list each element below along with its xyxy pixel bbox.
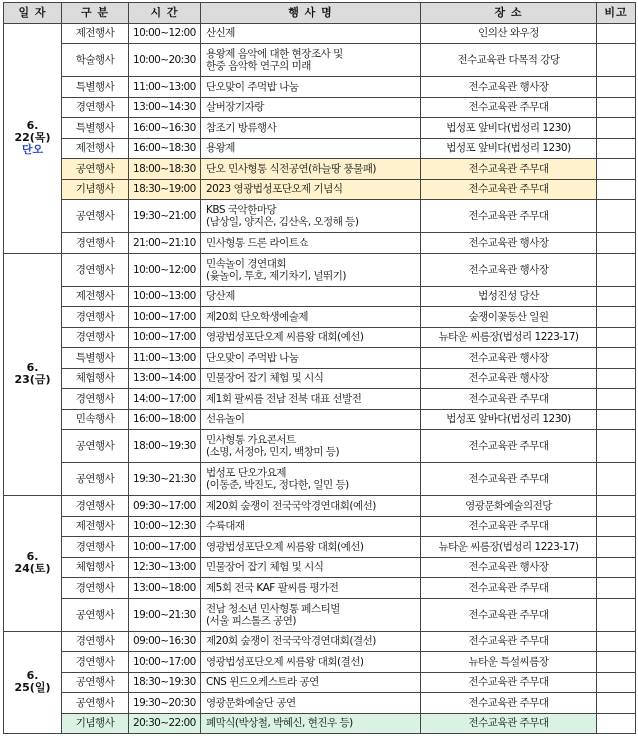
event-name: 제20회 숲쟁이 전국국악경연대회(결선) — [206, 635, 376, 648]
note-cell — [597, 652, 636, 673]
event-name-detail: 한중 음악학 연구의 미래 — [206, 60, 311, 72]
date-label: 6. 23(금) — [14, 361, 51, 387]
event-name-cell — [201, 430, 421, 463]
event-place-cell: 전수교육관 행사장 — [421, 348, 597, 369]
date-cell — [4, 631, 62, 734]
table-row — [4, 253, 636, 286]
note-cell — [597, 693, 636, 714]
date-label: 6. 24(토) — [14, 550, 51, 576]
event-place-cell: 전수교육관 행사장 — [421, 253, 597, 286]
table-row — [4, 537, 636, 558]
event-name-cell — [201, 253, 421, 286]
note-cell — [597, 713, 636, 734]
event-place-cell: 전수교육관 행사장 — [421, 77, 597, 98]
event-place-cell: 법성포 앞바다(법성리 1230) — [421, 409, 597, 430]
holiday-label: 단오 — [21, 143, 44, 156]
note-cell — [597, 463, 636, 496]
table-row — [4, 77, 636, 98]
event-name-cell — [201, 496, 421, 517]
event-time-cell: 18:00~18:30 — [129, 159, 201, 180]
event-type-cell: 경연행사 — [62, 537, 129, 558]
table-row — [4, 557, 636, 578]
event-name: 용왕제 — [206, 142, 235, 155]
event-type-cell: 공연행사 — [62, 159, 129, 180]
table-row — [4, 368, 636, 389]
table-row — [4, 652, 636, 673]
event-name: 폐막식(박상철, 박혜신, 현진우 등) — [206, 717, 353, 730]
event-name: 영광문화예술단 공연 — [206, 696, 296, 709]
event-time-cell: 09:00~16:30 — [129, 631, 201, 652]
table-row — [4, 713, 636, 734]
note-cell — [597, 23, 636, 44]
event-name-detail: (소명, 서정아, 민지, 백창미 등) — [206, 446, 340, 458]
event-name: 단오 민사형통 식전공연(하늘땅 풍물패) — [206, 162, 376, 175]
event-name-cell — [201, 159, 421, 180]
event-type-cell: 공연행사 — [62, 598, 129, 631]
event-type-cell: 경연행사 — [62, 496, 129, 517]
event-name-cell — [201, 233, 421, 254]
schedule-table — [3, 2, 636, 734]
event-name: 민속놀이 경연대회 — [206, 257, 286, 270]
event-type-cell: 기념행사 — [62, 713, 129, 734]
event-name-detail: (윷놀이, 투호, 제기차기, 널뛰기) — [206, 269, 346, 282]
note-cell — [597, 118, 636, 139]
header-note: 비고 — [597, 3, 636, 24]
event-name: 전남 청소년 민사형통 페스티벌 — [206, 602, 340, 615]
note-cell — [597, 159, 636, 180]
note-cell — [597, 430, 636, 463]
event-name: 영광법성포단오제 씨름왕 대회(결선) — [206, 655, 364, 668]
event-name: 산신제 — [206, 27, 235, 40]
event-time-cell: 16:00~16:30 — [129, 118, 201, 139]
event-type-cell: 경연행사 — [62, 389, 129, 410]
note-cell — [597, 77, 636, 98]
event-place-cell: 전수교육관 행사장 — [421, 557, 597, 578]
event-place-cell: 전수교육관 행사장 — [421, 233, 597, 254]
table-row — [4, 693, 636, 714]
event-type-cell: 공연행사 — [62, 463, 129, 496]
note-cell — [597, 348, 636, 369]
event-type-cell: 특별행사 — [62, 77, 129, 98]
event-place-cell: 전수교육관 다목적 강당 — [421, 44, 597, 77]
event-time-cell: 16:00~18:00 — [129, 409, 201, 430]
note-cell — [597, 672, 636, 693]
event-place-cell: 뉴타운 특설씨름장 — [421, 652, 597, 673]
event-place-cell: 전수교육관 주무대 — [421, 598, 597, 631]
event-time-cell: 18:30~19:00 — [129, 179, 201, 200]
table-row — [4, 409, 636, 430]
event-type-cell: 경연행사 — [62, 233, 129, 254]
note-cell — [597, 578, 636, 599]
table-row — [4, 118, 636, 139]
note-cell — [597, 286, 636, 307]
note-cell — [597, 389, 636, 410]
event-time-cell: 19:30~21:30 — [129, 463, 201, 496]
event-type-cell: 공연행사 — [62, 693, 129, 714]
event-type-cell: 경연행사 — [62, 253, 129, 286]
date-cell — [4, 253, 62, 496]
event-name-cell — [201, 97, 421, 118]
table-row — [4, 233, 636, 254]
table-row — [4, 23, 636, 44]
table-row — [4, 327, 636, 348]
event-name-cell — [201, 327, 421, 348]
event-time-cell: 20:30~22:00 — [129, 713, 201, 734]
table-row — [4, 430, 636, 463]
event-time-cell: 10:00~12:00 — [129, 23, 201, 44]
table-row — [4, 286, 636, 307]
note-cell — [597, 253, 636, 286]
table-row — [4, 44, 636, 77]
event-name: 2023 영광법성포단오제 기념식 — [206, 183, 343, 196]
date-cell — [4, 496, 62, 632]
note-cell — [597, 327, 636, 348]
event-time-cell: 10:00~20:30 — [129, 44, 201, 77]
event-name-cell — [201, 348, 421, 369]
event-time-cell: 10:00~13:00 — [129, 286, 201, 307]
event-name-cell — [201, 652, 421, 673]
event-name: 민물장어 잡기 체험 및 시식 — [206, 372, 324, 385]
event-place-cell: 전수교육관 주무대 — [421, 200, 597, 233]
event-name-cell — [201, 77, 421, 98]
event-name-cell — [201, 537, 421, 558]
event-name-cell — [201, 713, 421, 734]
table-row — [4, 516, 636, 537]
event-name: 영광법성포단오제 씨름왕 대회(예선) — [206, 331, 364, 344]
table-row — [4, 179, 636, 200]
event-place-cell: 전수교육관 주무대 — [421, 463, 597, 496]
event-place-cell: 숲쟁이꽃동산 일원 — [421, 307, 597, 328]
event-time-cell: 13:00~18:00 — [129, 578, 201, 599]
event-name-cell — [201, 118, 421, 139]
event-name: 용왕제 음악에 대한 현장조사 및 — [206, 48, 343, 60]
event-place-cell: 전수교육관 주무대 — [421, 578, 597, 599]
event-time-cell: 19:00~21:30 — [129, 598, 201, 631]
event-place-cell: 전수교육관 주무대 — [421, 693, 597, 714]
table-row — [4, 496, 636, 517]
event-type-cell: 경연행사 — [62, 652, 129, 673]
header-date: 일 자 — [4, 3, 62, 24]
event-type-cell: 제전행사 — [62, 516, 129, 537]
event-name: 단오맞이 주먹밥 나눔 — [206, 351, 299, 364]
note-cell — [597, 631, 636, 652]
event-place-cell: 뉴타운 씨름장(법성리 1223-17) — [421, 327, 597, 348]
event-place-cell: 인의산 와우정 — [421, 23, 597, 44]
event-name-cell — [201, 307, 421, 328]
event-name-cell — [201, 598, 421, 631]
event-place-cell: 전수교육관 주무대 — [421, 179, 597, 200]
event-name-detail: (서울 피스톨즈 공연) — [206, 614, 297, 627]
event-type-cell: 특별행사 — [62, 118, 129, 139]
event-type-cell: 경연행사 — [62, 578, 129, 599]
event-time-cell: 16:00~18:30 — [129, 138, 201, 159]
note-cell — [597, 557, 636, 578]
event-type-cell: 민속행사 — [62, 409, 129, 430]
table-row — [4, 598, 636, 631]
event-type-cell: 경연행사 — [62, 97, 129, 118]
event-name: 살버장기자랑 — [206, 101, 264, 114]
event-type-cell: 경연행사 — [62, 307, 129, 328]
note-cell — [597, 233, 636, 254]
event-place-cell: 영광문화예술의전당 — [421, 496, 597, 517]
event-name: 영광법성포단오제 씨름왕 대회(예선) — [206, 540, 364, 553]
event-type-cell: 경연행사 — [62, 631, 129, 652]
event-time-cell: 10:00~17:00 — [129, 537, 201, 558]
event-time-cell: 10:00~17:00 — [129, 327, 201, 348]
event-type-cell: 특별행사 — [62, 348, 129, 369]
event-name: 수륙대재 — [206, 520, 245, 533]
event-name-cell — [201, 179, 421, 200]
event-type-cell: 제전행사 — [62, 286, 129, 307]
table-row — [4, 159, 636, 180]
table-row — [4, 672, 636, 693]
event-place-cell: 전수교육관 주무대 — [421, 713, 597, 734]
event-place-cell: 전수교육관 주무대 — [421, 430, 597, 463]
event-type-cell: 기념행사 — [62, 179, 129, 200]
table-row — [4, 631, 636, 652]
event-name-cell — [201, 389, 421, 410]
event-time-cell: 19:30~20:30 — [129, 693, 201, 714]
event-type-cell: 제전행사 — [62, 23, 129, 44]
header-event: 행 사 명 — [201, 3, 421, 24]
event-name-cell — [201, 44, 421, 77]
note-cell — [597, 97, 636, 118]
header-time: 시 간 — [129, 3, 201, 24]
event-name-cell — [201, 138, 421, 159]
event-name: 참조기 방류행사 — [206, 121, 277, 134]
note-cell — [597, 537, 636, 558]
event-type-cell: 공연행사 — [62, 430, 129, 463]
table-row — [4, 348, 636, 369]
table-row — [4, 307, 636, 328]
event-place-cell: 뉴타운 씨름장(법성리 1223-17) — [421, 537, 597, 558]
table-row — [4, 97, 636, 118]
event-name-detail: (이동준, 박진도, 정다한, 일민 등) — [206, 479, 349, 491]
note-cell — [597, 496, 636, 517]
event-name: 제1회 팔씨름 전남 전북 대표 선발전 — [206, 392, 362, 405]
date-cell — [4, 23, 62, 253]
event-name: 법성포 단오가요제 — [206, 467, 286, 479]
event-time-cell: 13:00~14:30 — [129, 97, 201, 118]
table-row — [4, 389, 636, 410]
event-type-cell: 공연행사 — [62, 672, 129, 693]
header-type: 구 분 — [62, 3, 129, 24]
event-place-cell: 법성진성 당산 — [421, 286, 597, 307]
event-name-cell — [201, 557, 421, 578]
event-type-cell: 체험행사 — [62, 557, 129, 578]
table-row — [4, 200, 636, 233]
event-name-cell — [201, 409, 421, 430]
event-name-cell — [201, 516, 421, 537]
note-cell — [597, 200, 636, 233]
event-name: 제5회 전국 KAF 팔씨름 평가전 — [206, 581, 339, 594]
event-place-cell: 전수교육관 주무대 — [421, 516, 597, 537]
event-type-cell: 학술행사 — [62, 44, 129, 77]
event-name: 민물장어 잡기 체험 및 시식 — [206, 561, 324, 574]
event-name: 단오맞이 주먹밥 나눔 — [206, 80, 299, 93]
event-place-cell: 전수교육관 주무대 — [421, 159, 597, 180]
note-cell — [597, 138, 636, 159]
event-time-cell: 10:00~12:30 — [129, 516, 201, 537]
event-time-cell: 18:30~19:30 — [129, 672, 201, 693]
event-place-cell: 전수교육관 행사장 — [421, 368, 597, 389]
event-name-cell — [201, 693, 421, 714]
note-cell — [597, 516, 636, 537]
event-name-cell — [201, 672, 421, 693]
table-row — [4, 578, 636, 599]
event-time-cell: 10:00~17:00 — [129, 307, 201, 328]
note-cell — [597, 44, 636, 77]
event-name: 제20회 숲쟁이 전국국악경연대회(예선) — [206, 499, 376, 512]
event-name-cell — [201, 286, 421, 307]
event-place-cell: 전수교육관 주무대 — [421, 389, 597, 410]
date-label: 6. 22(목) — [14, 119, 51, 144]
event-place-cell: 전수교육관 주무대 — [421, 672, 597, 693]
note-cell — [597, 307, 636, 328]
event-time-cell: 09:30~17:00 — [129, 496, 201, 517]
event-name: 민사형통 드론 라이트쇼 — [206, 236, 309, 249]
table-row — [4, 463, 636, 496]
note-cell — [597, 409, 636, 430]
event-place-cell: 전수교육관 주무대 — [421, 631, 597, 652]
event-name-cell — [201, 578, 421, 599]
event-name-cell — [201, 631, 421, 652]
event-name: 당산제 — [206, 290, 235, 303]
event-name-cell — [201, 463, 421, 496]
event-time-cell: 11:00~13:00 — [129, 348, 201, 369]
event-time-cell: 12:30~13:00 — [129, 557, 201, 578]
date-label: 6. 25(일) — [14, 669, 51, 695]
event-name-cell — [201, 23, 421, 44]
table-row — [4, 138, 636, 159]
event-time-cell: 10:00~12:00 — [129, 253, 201, 286]
event-name-detail: (남상일, 양지은, 김산옥, 오정해 등) — [206, 216, 359, 228]
event-type-cell: 경연행사 — [62, 327, 129, 348]
event-time-cell: 10:00~17:00 — [129, 652, 201, 673]
event-time-cell: 19:30~21:00 — [129, 200, 201, 233]
event-type-cell: 공연행사 — [62, 200, 129, 233]
event-name: 민사형통 가요콘서트 — [206, 434, 296, 446]
event-time-cell: 14:00~17:00 — [129, 389, 201, 410]
event-place-cell: 법성포 앞비다(법성리 1230) — [421, 118, 597, 139]
event-type-cell: 제전행사 — [62, 138, 129, 159]
event-name: KBS 국악한마당 — [206, 204, 277, 216]
note-cell — [597, 368, 636, 389]
event-name-cell — [201, 200, 421, 233]
event-name: 선유놀이 — [206, 413, 245, 426]
event-time-cell: 11:00~13:00 — [129, 77, 201, 98]
event-name-cell — [201, 368, 421, 389]
event-place-cell: 법성포 앞비다(법성리 1230) — [421, 138, 597, 159]
event-place-cell: 전수교육관 주무대 — [421, 97, 597, 118]
header-row — [4, 3, 636, 24]
note-cell — [597, 598, 636, 631]
event-name: 제20회 단오학생예술제 — [206, 310, 308, 323]
event-time-cell: 18:00~19:30 — [129, 430, 201, 463]
event-time-cell: 21:00~21:10 — [129, 233, 201, 254]
event-time-cell: 13:00~14:00 — [129, 368, 201, 389]
event-name: CNS 윈드오케스트라 공연 — [206, 676, 319, 689]
header-place: 장 소 — [421, 3, 597, 24]
event-type-cell: 체험행사 — [62, 368, 129, 389]
note-cell — [597, 179, 636, 200]
